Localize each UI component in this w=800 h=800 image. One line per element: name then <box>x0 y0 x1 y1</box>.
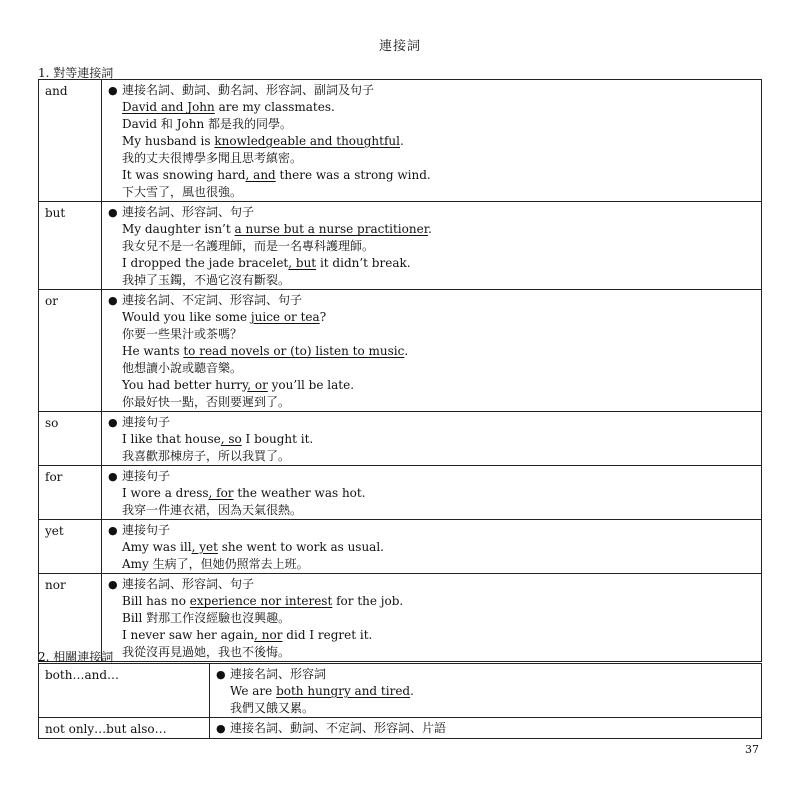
example-line <box>108 360 755 377</box>
underlined-phrase: juice or tea <box>250 310 320 324</box>
example-text: 我掉了玉鐲，不過它沒有斷裂。 <box>122 273 291 287</box>
example-line <box>108 326 755 343</box>
usage-cell <box>102 412 762 466</box>
example-text: for the job. <box>332 594 404 608</box>
example-text: ? <box>319 310 327 324</box>
bullet-icon: ● <box>108 84 118 97</box>
underlined-phrase: a nurse but a nurse practitioner <box>234 222 429 236</box>
conjunction-word: for <box>39 466 102 520</box>
example-line <box>108 272 755 289</box>
example-text: 我穿一件連衣裙，因為天氣很熱。 <box>122 503 303 517</box>
rule-text: 連接句子 <box>122 523 171 537</box>
usage-cell <box>102 520 762 574</box>
conjunction-row <box>39 290 762 412</box>
rule-text: 連接名詞、動詞、不定詞、形容詞、片語 <box>230 721 447 735</box>
conjunction-word: but <box>39 202 102 290</box>
usage-cell <box>210 664 762 718</box>
example-line <box>108 255 755 272</box>
example-text: 你要一些果汁或茶嗎？ <box>122 327 243 341</box>
example-line <box>108 238 755 255</box>
section2-heading: 2. 相關連接詞 <box>38 650 114 664</box>
example-text: 下大雪了，風也很強。 <box>122 185 243 199</box>
example-text: You had better hurry <box>122 378 248 392</box>
conjunction-row <box>39 466 762 520</box>
rule-text: 連接名詞、形容詞、句子 <box>122 577 255 591</box>
rule-text: 連接句子 <box>122 469 171 483</box>
example-text: Amy was ill <box>122 540 192 554</box>
bullet-icon: ● <box>108 416 118 429</box>
bullet-icon: ● <box>108 470 118 483</box>
underlined-phrase: , but <box>288 256 317 270</box>
conjunction-word: or <box>39 290 102 412</box>
underlined-phrase: , and <box>245 168 276 182</box>
example-line <box>216 700 755 717</box>
page-title: 連接詞 <box>378 39 421 54</box>
example-line <box>108 448 755 465</box>
usage-rule <box>216 666 755 683</box>
usage-rule <box>108 204 755 221</box>
example-text: 我的丈夫很博學多聞且思考縝密。 <box>122 151 303 165</box>
example-text: 我們又餓又累。 <box>230 701 315 715</box>
usage-rule <box>108 82 755 99</box>
usage-cell <box>102 290 762 412</box>
usage-cell <box>102 466 762 520</box>
example-text: it didn’t break. <box>316 256 411 270</box>
example-text: did I regret it. <box>282 628 373 642</box>
example-text: . <box>410 684 414 698</box>
underlined-phrase: knowledgeable and thoughtful <box>214 134 400 148</box>
example-text: We are <box>230 684 277 698</box>
usage-cell <box>102 202 762 290</box>
example-line <box>108 116 755 133</box>
example-text: 他想讀小說或聽音樂。 <box>122 361 243 375</box>
underlined-phrase: David and John <box>122 100 215 114</box>
example-line <box>108 610 755 627</box>
example-line <box>108 150 755 167</box>
example-text: . <box>404 344 409 358</box>
bullet-icon: ● <box>108 578 118 591</box>
example-line <box>108 502 755 519</box>
conjunction-word: not only…but also… <box>39 718 210 739</box>
usage-cell <box>210 718 762 739</box>
underlined-phrase: both hungry and tired <box>276 684 411 698</box>
conjunction-row <box>39 718 762 739</box>
conjunction-word: both…and… <box>39 664 210 718</box>
example-line <box>108 431 755 448</box>
example-line <box>108 485 755 502</box>
example-text: the weather was hot. <box>233 486 366 500</box>
example-text: I wore a dress <box>122 486 209 500</box>
underlined-phrase: , for <box>208 486 234 500</box>
rule-text: 連接名詞、形容詞、句子 <box>122 205 255 219</box>
example-text: My husband is <box>122 134 215 148</box>
example-text: Bill has no <box>122 594 190 608</box>
bullet-icon: ● <box>216 722 226 735</box>
usage-rule <box>108 522 755 539</box>
usage-rule <box>108 576 755 593</box>
example-line <box>108 556 755 573</box>
underlined-phrase: , so <box>220 432 242 446</box>
usage-rule <box>216 720 755 737</box>
example-text: It was snowing hard <box>122 168 246 182</box>
rule-text: 連接名詞、不定詞、形容詞、句子 <box>122 293 303 307</box>
conjunction-word: nor <box>39 574 102 662</box>
example-line <box>108 99 755 116</box>
example-text: 我喜歡那棟房子，所以我買了。 <box>122 449 291 463</box>
example-line <box>108 627 755 644</box>
example-line <box>108 167 755 184</box>
example-text: 我女兒不是一名護理師，而是一名專科護理師。 <box>122 239 375 253</box>
conjunction-word: so <box>39 412 102 466</box>
example-text: . <box>428 222 432 236</box>
bullet-icon: ● <box>108 294 118 307</box>
example-text: Bill 對那工作沒經驗也沒興趣。 <box>122 611 291 625</box>
example-text: I like that house <box>122 432 221 446</box>
underlined-phrase: , nor <box>254 628 283 642</box>
bullet-icon: ● <box>108 206 118 219</box>
rule-text: 連接名詞、形容詞 <box>230 667 327 681</box>
example-line <box>216 683 755 700</box>
conjunction-row <box>39 574 762 662</box>
example-text: you’ll be late. <box>267 378 355 392</box>
example-line <box>108 593 755 610</box>
example-line <box>108 309 755 326</box>
conjunction-row <box>39 202 762 290</box>
underlined-phrase: experience nor interest <box>189 594 333 608</box>
example-text: I bought it. <box>241 432 314 446</box>
coordinating-conjunctions-table <box>38 79 762 662</box>
underlined-phrase: , yet <box>191 540 218 554</box>
example-text: Amy 生病了，但她仍照常去上班。 <box>122 557 309 571</box>
section1-heading: 1. 對等連接詞 <box>38 66 114 80</box>
example-text: there was a strong wind. <box>275 168 431 182</box>
rule-text: 連接句子 <box>122 415 171 429</box>
example-text: He wants <box>122 344 184 358</box>
conjunction-row <box>39 80 762 202</box>
page-number: 37 <box>745 743 759 756</box>
underlined-phrase: to read novels or (to) listen to music <box>183 344 405 358</box>
example-text: 我從沒再見過她，我也不後悔。 <box>122 645 291 659</box>
example-text: I dropped the jade bracelet <box>122 256 289 270</box>
underlined-phrase: , or <box>247 378 268 392</box>
example-line <box>108 221 755 238</box>
example-text: David 和 John 都是我的同學。 <box>122 117 293 131</box>
conjunction-row <box>39 412 762 466</box>
bullet-icon: ● <box>108 524 118 537</box>
example-line <box>108 644 755 661</box>
rule-text: 連接名詞、動詞、動名詞、形容詞、副詞及句子 <box>122 83 375 97</box>
example-line <box>108 394 755 411</box>
correlative-conjunctions-table <box>38 663 762 739</box>
usage-cell <box>102 574 762 662</box>
usage-cell <box>102 80 762 202</box>
bullet-icon: ● <box>216 668 226 681</box>
usage-rule <box>108 292 755 309</box>
example-text: 你最好快一點，否則要遲到了。 <box>122 395 291 409</box>
example-text: she went to work as usual. <box>217 540 384 554</box>
example-text: . <box>400 134 404 148</box>
example-line <box>108 343 755 360</box>
conjunction-row <box>39 664 762 718</box>
example-text: My daughter isn’t <box>122 222 235 236</box>
example-line <box>108 539 755 556</box>
usage-rule <box>108 414 755 431</box>
example-text: Would you like some <box>122 310 251 324</box>
example-line <box>108 184 755 201</box>
usage-rule <box>108 468 755 485</box>
example-line <box>108 377 755 394</box>
example-line <box>108 133 755 150</box>
conjunction-word: yet <box>39 520 102 574</box>
example-text: are my classmates. <box>214 100 335 114</box>
conjunction-word: and <box>39 80 102 202</box>
example-text: I never saw her again <box>122 628 255 642</box>
conjunction-row <box>39 520 762 574</box>
